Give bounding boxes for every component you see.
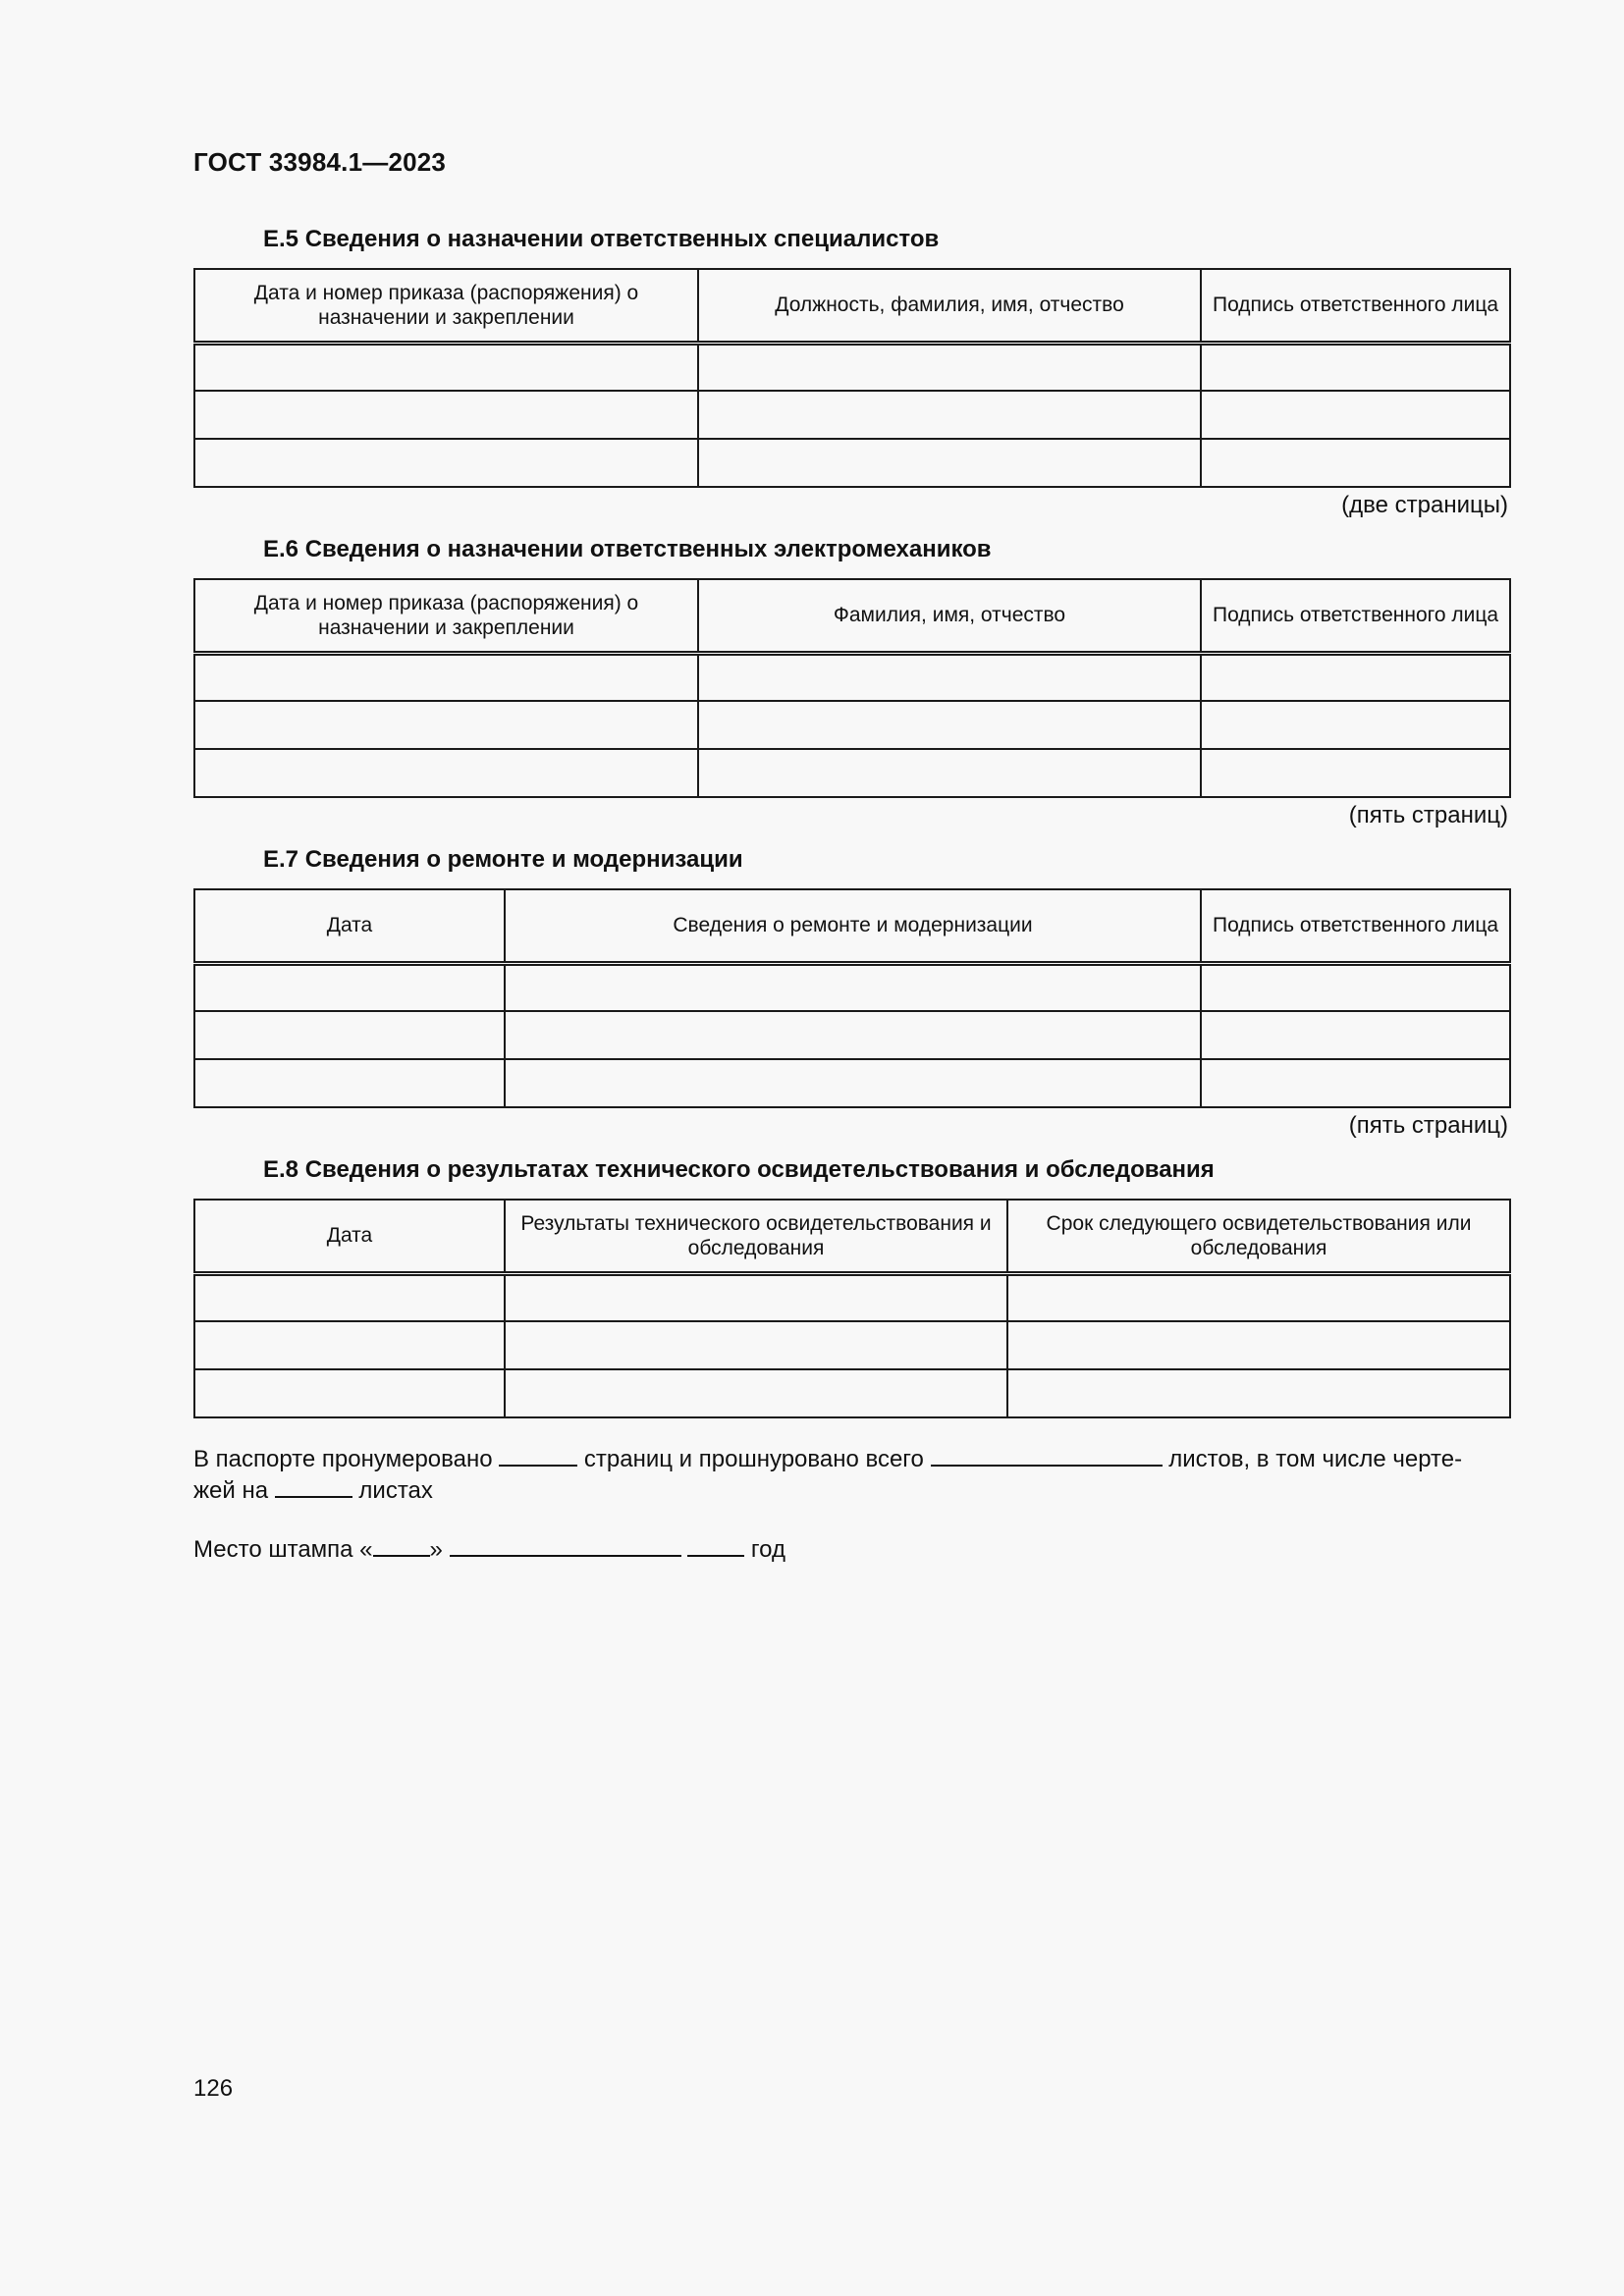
column-header-repair-info: Сведения о ремонте и модернизации [505, 889, 1201, 963]
pagination-text-5: листах [358, 1477, 433, 1504]
table-row [194, 439, 1510, 487]
pagination-text-3: листов, в том числе черте- [1168, 1446, 1463, 1472]
table-header-row [194, 1200, 1510, 1273]
table-cell[interactable] [1201, 439, 1510, 487]
column-header-inspection-results: Результаты технического освидетельствования и обследования [505, 1200, 1007, 1273]
stamp-day-blank[interactable] [373, 1533, 430, 1557]
table-cell[interactable] [194, 1321, 505, 1369]
table-cell[interactable] [698, 653, 1201, 701]
table-cell[interactable] [194, 963, 505, 1011]
pagination-statement [193, 1443, 1509, 1506]
column-header-signature: Подпись ответственного лица [1201, 889, 1510, 963]
section-e8-title: Е.8 Сведения о результатах технического освидетельствования и обследования [263, 1156, 1215, 1183]
table-cell[interactable] [698, 391, 1201, 439]
table-cell[interactable] [1201, 343, 1510, 391]
table-cell[interactable] [698, 749, 1201, 797]
table-cell[interactable] [1201, 653, 1510, 701]
table-header-row [194, 579, 1510, 653]
pagination-text-1: В паспорте пронумеровано [193, 1446, 493, 1472]
pagination-text-2: страниц и прошнуровано всего [583, 1446, 924, 1472]
section-e6-page-note: (пять страниц) [1348, 802, 1508, 828]
table-cell[interactable] [1007, 1369, 1510, 1417]
table-cell[interactable] [1201, 963, 1510, 1011]
table-cell[interactable] [1201, 1011, 1510, 1059]
stamp-text-3: год [750, 1536, 785, 1563]
table-cell[interactable] [1007, 1321, 1510, 1369]
table-row [194, 391, 1510, 439]
section-e6-title: Е.6 Сведения о назначении ответственных электромехаников [263, 536, 992, 562]
table-cell[interactable] [505, 963, 1201, 1011]
stamp-text-1: Место штампа « [193, 1536, 373, 1563]
table-cell[interactable] [1201, 749, 1510, 797]
document-code-header: ГОСТ 33984.1—2023 [193, 147, 447, 177]
table-cell[interactable] [698, 439, 1201, 487]
table-cell[interactable] [505, 1369, 1007, 1417]
table-cell[interactable] [194, 1273, 505, 1321]
table-header-row [194, 889, 1510, 963]
table-e6-responsible-electromechanics [193, 578, 1511, 798]
table-cell[interactable] [698, 343, 1201, 391]
table-cell[interactable] [505, 1273, 1007, 1321]
column-header-signature: Подпись ответственного лица [1201, 579, 1510, 653]
table-row [194, 701, 1510, 749]
table-e8-technical-inspection [193, 1199, 1511, 1418]
section-e5-page-note: (две страницы) [1341, 492, 1508, 518]
stamp-place-line [193, 1533, 1509, 1565]
table-row [194, 963, 1510, 1011]
table-header-row [194, 269, 1510, 343]
section-e5-title: Е.5 Сведения о назначении ответственных специалистов [263, 226, 940, 252]
table-cell[interactable] [194, 391, 698, 439]
column-header-position-name: Должность, фамилия, имя, отчество [698, 269, 1201, 343]
table-e7-repair-modernization [193, 888, 1511, 1108]
sheets-count-blank[interactable] [931, 1443, 1163, 1467]
table-row [194, 1369, 1510, 1417]
table-cell[interactable] [194, 439, 698, 487]
page-number: 126 [193, 2075, 234, 2102]
table-e5-responsible-specialists [193, 268, 1511, 488]
stamp-year-blank[interactable] [687, 1533, 744, 1557]
column-header-order: Дата и номер приказа (распоряжения) о назначении и закреплении [194, 269, 698, 343]
table-cell[interactable] [1201, 701, 1510, 749]
drawings-count-blank[interactable] [275, 1474, 352, 1498]
table-row [194, 653, 1510, 701]
column-header-date: Дата [194, 1200, 505, 1273]
column-header-full-name: Фамилия, имя, отчество [698, 579, 1201, 653]
stamp-text-2: » [429, 1536, 443, 1563]
column-header-signature: Подпись ответственного лица [1201, 269, 1510, 343]
section-e7-page-note: (пять страниц) [1348, 1112, 1508, 1139]
stamp-month-blank[interactable] [450, 1533, 681, 1557]
table-cell[interactable] [194, 1011, 505, 1059]
table-cell[interactable] [1007, 1273, 1510, 1321]
table-row [194, 1011, 1510, 1059]
pages-count-blank[interactable] [499, 1443, 577, 1467]
table-cell[interactable] [194, 1059, 505, 1107]
table-row [194, 1321, 1510, 1369]
table-cell[interactable] [194, 1369, 505, 1417]
section-e7-title: Е.7 Сведения о ремонте и модернизации [263, 846, 743, 873]
column-header-order: Дата и номер приказа (распоряжения) о назначении и закреплении [194, 579, 698, 653]
table-cell[interactable] [698, 701, 1201, 749]
table-row [194, 1059, 1510, 1107]
table-cell[interactable] [505, 1011, 1201, 1059]
table-cell[interactable] [194, 343, 698, 391]
table-cell[interactable] [1201, 1059, 1510, 1107]
pagination-text-4: жей на [193, 1477, 269, 1504]
table-cell[interactable] [1201, 391, 1510, 439]
table-cell[interactable] [194, 749, 698, 797]
table-row [194, 1273, 1510, 1321]
column-header-next-inspection: Срок следующего освидетельствования или обследования [1007, 1200, 1510, 1273]
table-cell[interactable] [505, 1321, 1007, 1369]
table-cell[interactable] [505, 1059, 1201, 1107]
table-row [194, 749, 1510, 797]
table-cell[interactable] [194, 701, 698, 749]
column-header-date: Дата [194, 889, 505, 963]
table-row [194, 343, 1510, 391]
table-cell[interactable] [194, 653, 698, 701]
